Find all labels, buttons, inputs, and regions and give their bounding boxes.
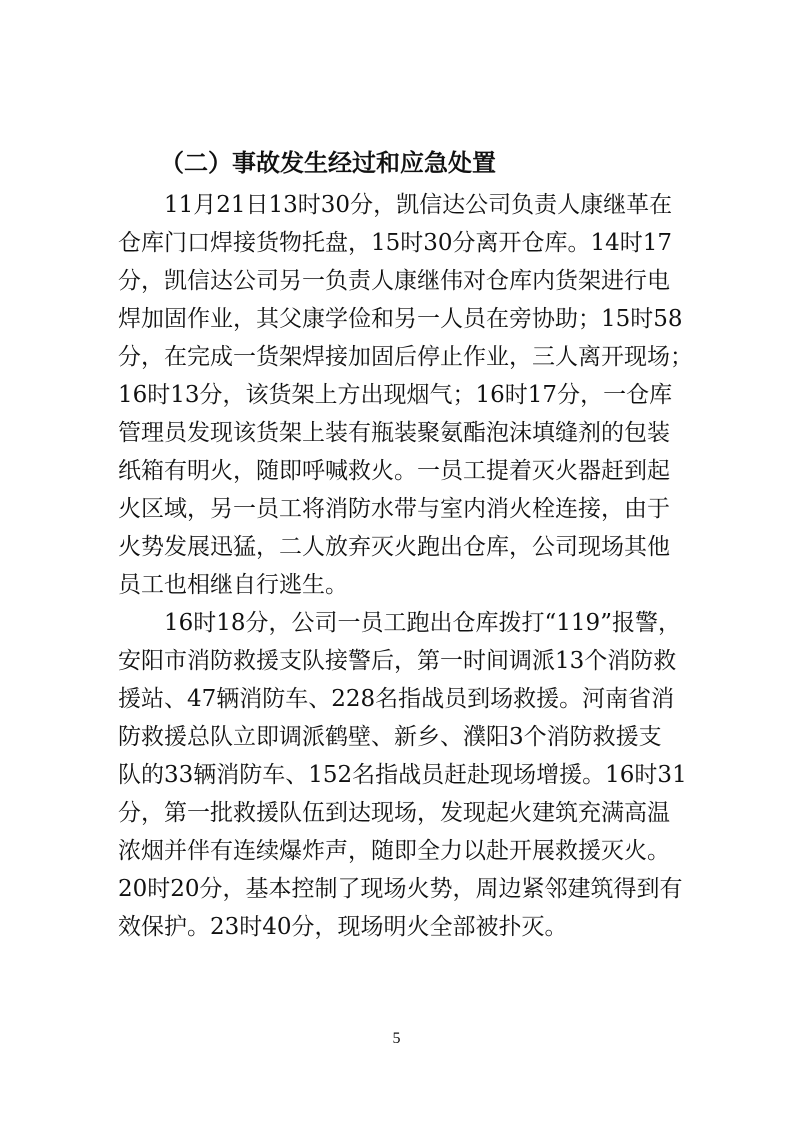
paragraph-emergency-response <box>118 604 687 946</box>
text-line: 火区域，另一员工将消防水带与室内消火栓连接，由于 <box>118 496 670 522</box>
text-line: 16时18分，公司一员工跑出仓库拨打“119”报警， <box>164 610 681 636</box>
text-line: 分，在完成一货架焊接加固后停止作业，三人离开现场； <box>118 344 693 370</box>
text-line: 防救援总队立即调派鹤壁、新乡、濮阳3个消防救援支 <box>118 724 662 750</box>
text-line: 纸箱有明火，随即呼喊救火。一员工提着灭火器赶到起 <box>118 458 670 484</box>
text-line: 员工也相继自行逃生。 <box>118 572 348 598</box>
text-line: 援站、47辆消防车、228名指战员到场救援。河南省消 <box>118 686 675 712</box>
text-line: 11月21日13时30分，凯信达公司负责人康继革在 <box>164 192 673 218</box>
section-heading: （二）事故发生经过和应急处置 <box>160 149 496 177</box>
text-line: 16时13分，该货架上方出现烟气；16时17分，一仓库 <box>118 382 673 408</box>
page-number: 5 <box>392 1030 401 1047</box>
paragraph-incident-timeline <box>118 186 693 604</box>
text-line: 分，凯信达公司另一负责人康继伟对仓库内货架进行电 <box>118 268 670 294</box>
text-line: 安阳市消防救援支队接警后，第一时间调派13个消防救 <box>118 648 677 674</box>
text-line: 效保护。23时40分，现场明火全部被扑灭。 <box>118 914 568 940</box>
text-line: 仓库门口焊接货物托盘，15时30分离开仓库。14时17 <box>118 230 673 256</box>
text-line: 20时20分，基本控制了现场火势，周边紧邻建筑得到有 <box>118 876 683 902</box>
text-line: 焊加固作业，其父康学俭和另一人员在旁协助；15时58 <box>118 306 683 332</box>
text-line: 管理员发现该货架上装有瓶装聚氨酯泡沫填缝剂的包装 <box>118 420 670 446</box>
text-line: 浓烟并伴有连续爆炸声，随即全力以赴开展救援灭火。 <box>118 838 670 864</box>
text-line: 火势发展迅猛，二人放弃灭火跑出仓库，公司现场其他 <box>118 534 670 560</box>
text-line: 分，第一批救援队伍到达现场，发现起火建筑充满高温 <box>118 800 670 826</box>
text-line: 队的33辆消防车、152名指战员赶赴现场增援。16时31 <box>118 762 687 788</box>
